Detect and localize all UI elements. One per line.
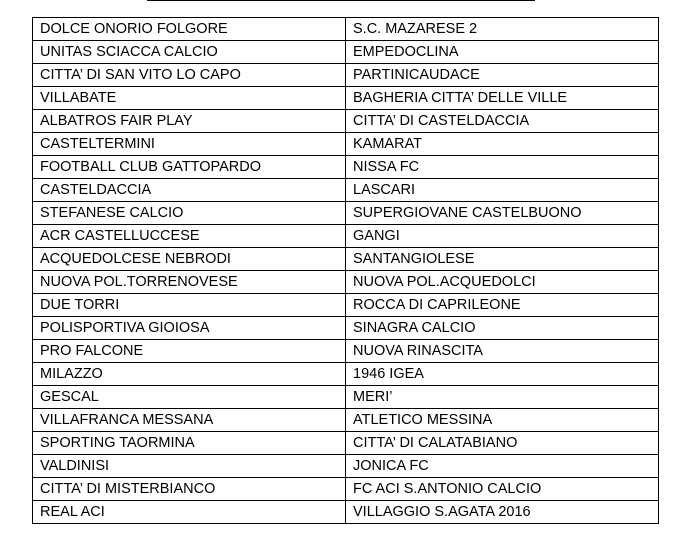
away-team-cell: CITTA’ DI CASTELDACCIA [346,110,659,133]
home-team-cell: FOOTBALL CLUB GATTOPARDO [33,156,346,179]
matches-table [32,17,659,524]
away-team-cell: FC ACI S.ANTONIO CALCIO [346,478,659,501]
away-team-cell: JONICA FC [346,455,659,478]
away-team-cell: ROCCA DI CAPRILEONE [346,294,659,317]
table-row [33,478,659,501]
home-team-cell: ALBATROS FAIR PLAY [33,110,346,133]
matches-table-body [33,18,659,524]
home-team-cell: VALDINISI [33,455,346,478]
table-row [33,271,659,294]
away-team-cell: GANGI [346,225,659,248]
away-team-cell: SANTANGIOLESE [346,248,659,271]
away-team-cell: NISSA FC [346,156,659,179]
away-team-cell: CITTA’ DI CALATABIANO [346,432,659,455]
table-row [33,248,659,271]
table-row [33,156,659,179]
home-team-cell: VILLABATE [33,87,346,110]
home-team-cell: ACR CASTELLUCCESE [33,225,346,248]
home-team-cell: CASTELTERMINI [33,133,346,156]
away-team-cell: SUPERGIOVANE CASTELBUONO [346,202,659,225]
away-team-cell: NUOVA POL.ACQUEDOLCI [346,271,659,294]
home-team-cell: DOLCE ONORIO FOLGORE [33,18,346,41]
home-team-cell: PRO FALCONE [33,340,346,363]
away-team-cell: NUOVA RINASCITA [346,340,659,363]
home-team-cell: SPORTING TAORMINA [33,432,346,455]
table-row [33,18,659,41]
table-row [33,386,659,409]
table-row [33,340,659,363]
home-team-cell: STEFANESE CALCIO [33,202,346,225]
away-team-cell: VILLAGGIO S.AGATA 2016 [346,501,659,524]
home-team-cell: GESCAL [33,386,346,409]
table-row [33,202,659,225]
home-team-cell: CITTA’ DI MISTERBIANCO [33,478,346,501]
away-team-cell: BAGHERIA CITTA’ DELLE VILLE [346,87,659,110]
table-row [33,110,659,133]
home-team-cell: NUOVA POL.TORRENOVESE [33,271,346,294]
away-team-cell: EMPEDOCLINA [346,41,659,64]
away-team-cell: MERI’ [346,386,659,409]
table-row [33,225,659,248]
home-team-cell: POLISPORTIVA GIOIOSA [33,317,346,340]
table-row [33,294,659,317]
away-team-cell: PARTINICAUDACE [346,64,659,87]
home-team-cell: REAL ACI [33,501,346,524]
away-team-cell: 1946 IGEA [346,363,659,386]
away-team-cell: ATLETICO MESSINA [346,409,659,432]
away-team-cell: SINAGRA CALCIO [346,317,659,340]
table-row [33,41,659,64]
table-row [33,133,659,156]
home-team-cell: DUE TORRI [33,294,346,317]
away-team-cell: S.C. MAZARESE 2 [346,18,659,41]
table-row [33,87,659,110]
home-team-cell: CASTELDACCIA [33,179,346,202]
table-row [33,432,659,455]
home-team-cell: CITTA’ DI SAN VITO LO CAPO [33,64,346,87]
table-row [33,317,659,340]
away-team-cell: LASCARI [346,179,659,202]
top-divider-line [147,0,535,1]
table-row [33,363,659,386]
table-row [33,501,659,524]
table-row [33,409,659,432]
away-team-cell: KAMARAT [346,133,659,156]
home-team-cell: UNITAS SCIACCA CALCIO [33,41,346,64]
table-row [33,64,659,87]
table-row [33,455,659,478]
home-team-cell: VILLAFRANCA MESSANA [33,409,346,432]
home-team-cell: ACQUEDOLCESE NEBRODI [33,248,346,271]
table-row [33,179,659,202]
home-team-cell: MILAZZO [33,363,346,386]
